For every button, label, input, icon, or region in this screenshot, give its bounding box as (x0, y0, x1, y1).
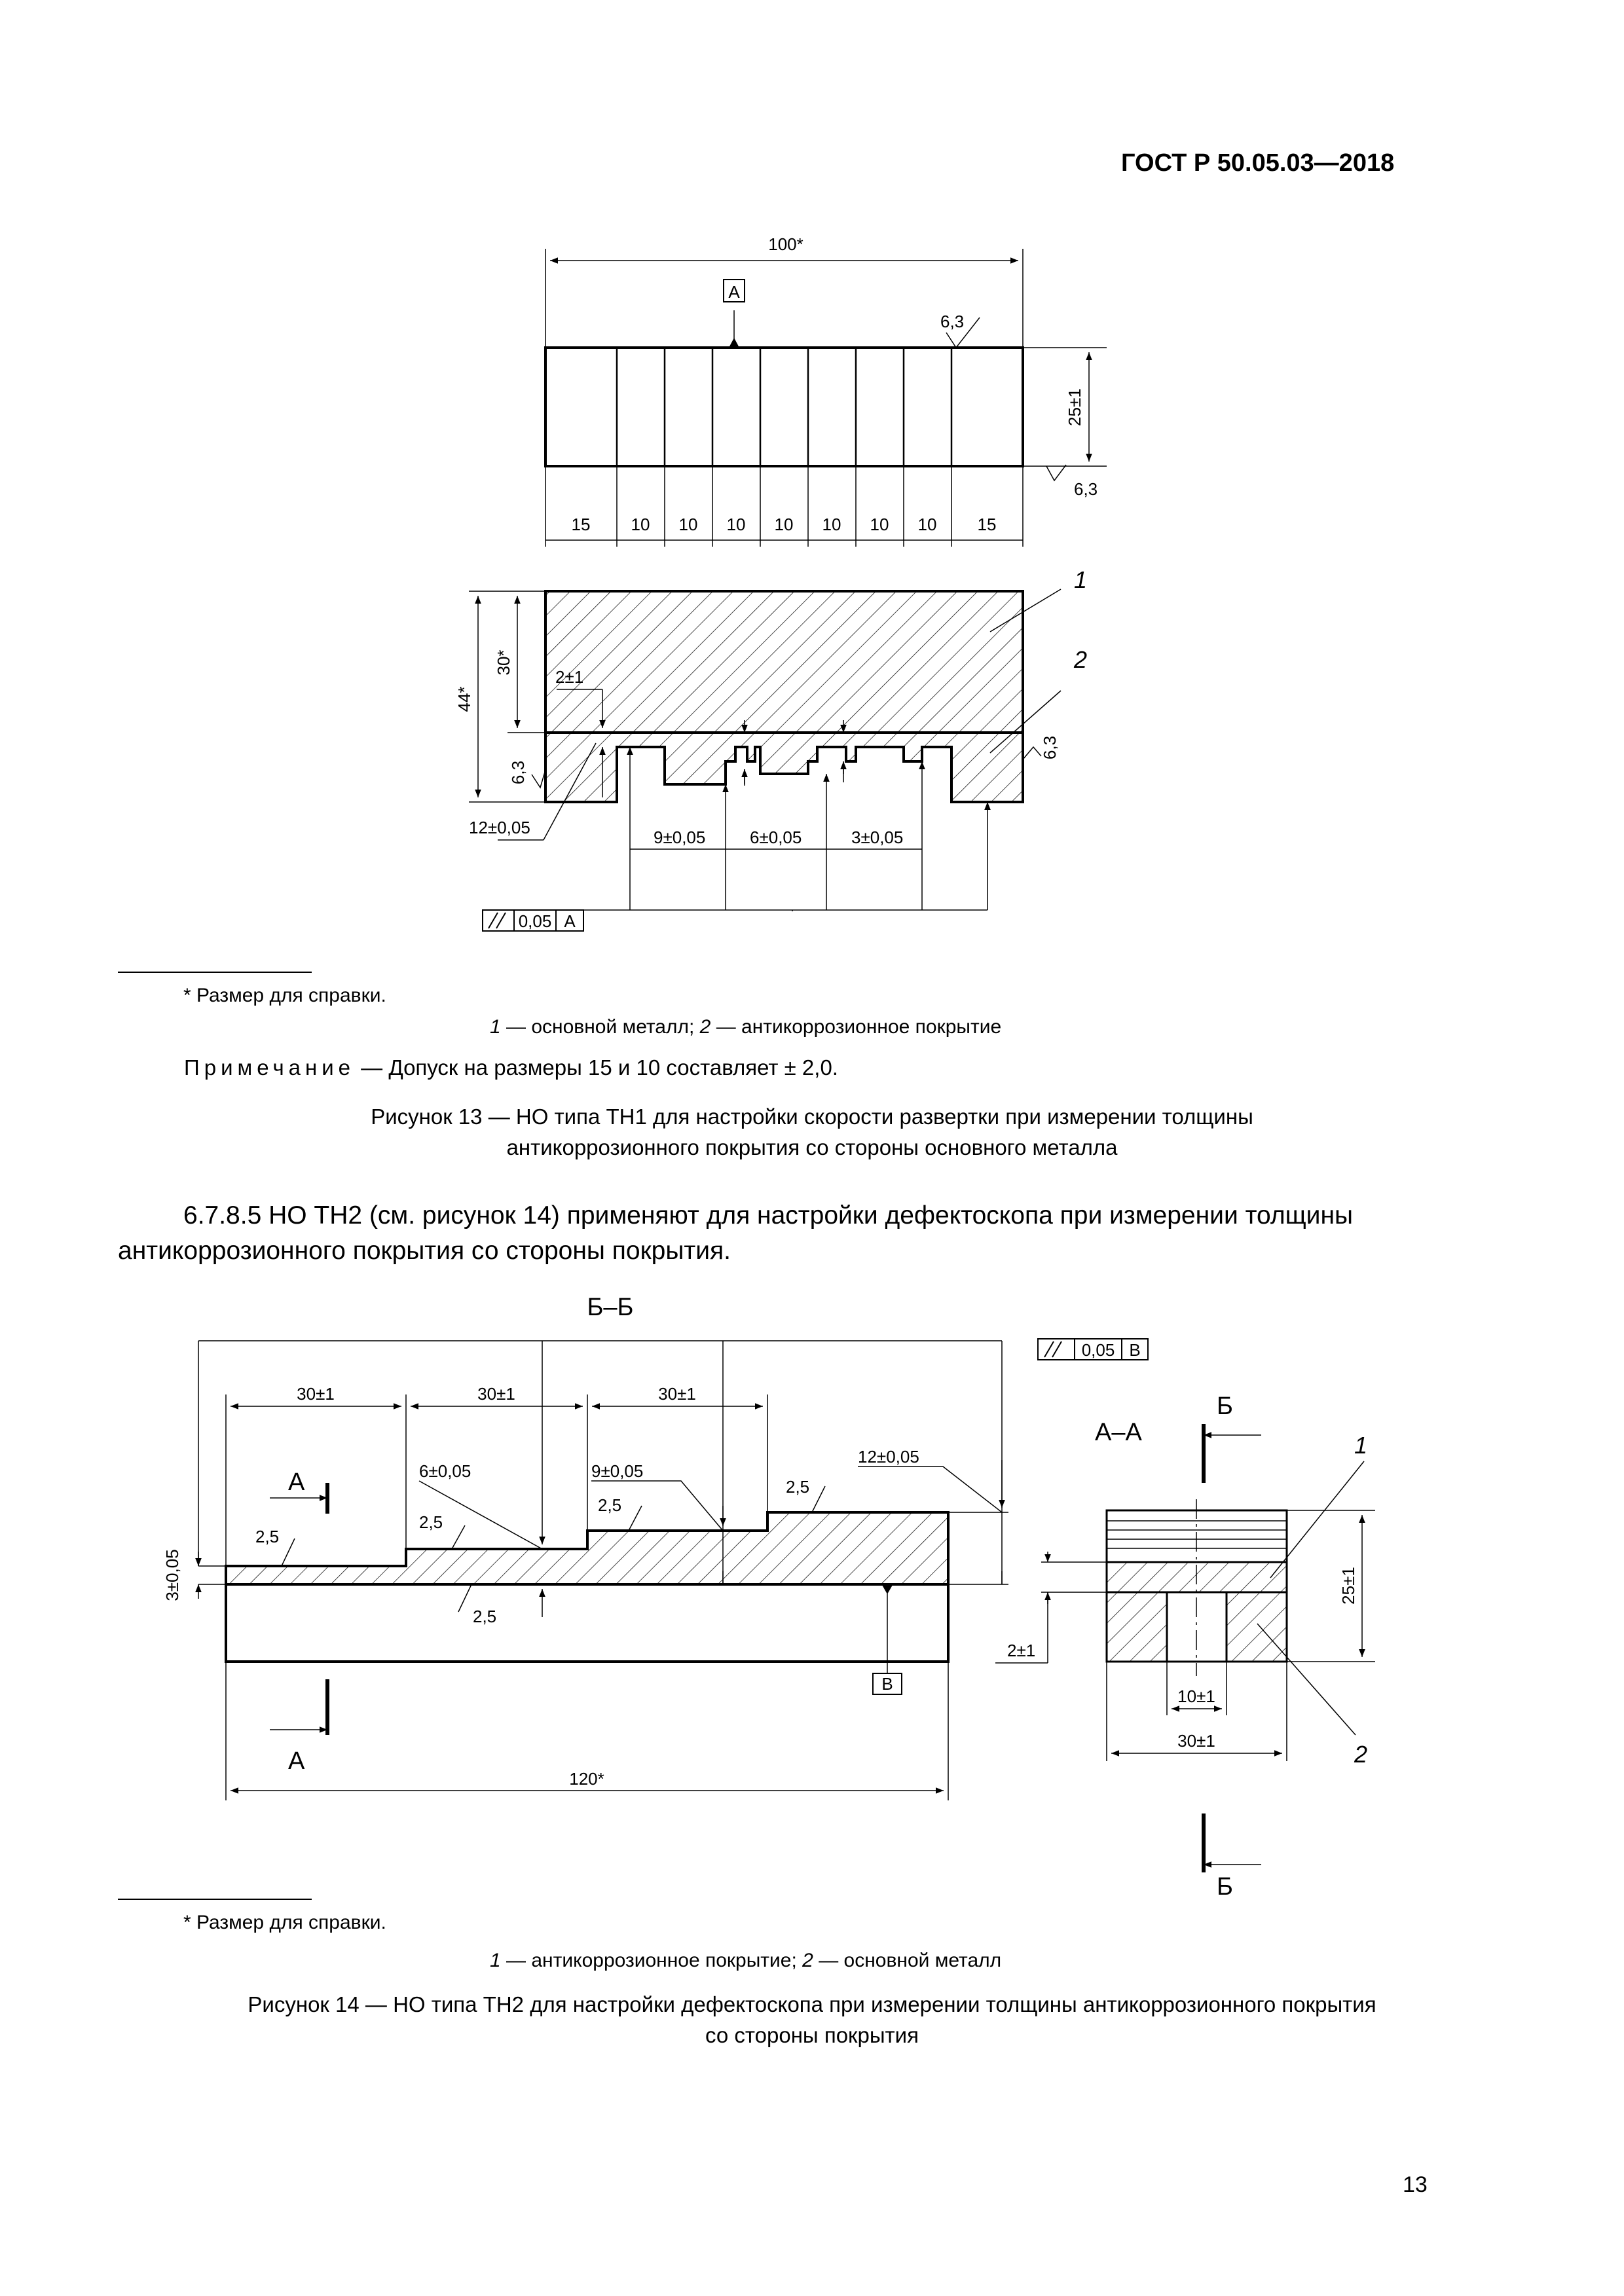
dim-2: 2±1 (555, 667, 584, 687)
footnote-13: * Размер для справки. (183, 985, 386, 1006)
segment-dim: 10 (774, 515, 794, 534)
legend-num: 2 (699, 1016, 711, 1038)
legend-text: — основной металл (813, 1950, 1002, 1971)
section-aa-title: А–А (1095, 1419, 1142, 1446)
footnote-rule (118, 1899, 312, 1900)
dim-25: 25±1 (1338, 1567, 1358, 1605)
roughness: 2,5 (786, 1477, 810, 1497)
dim-30: 30±1 (1177, 1731, 1215, 1751)
legend-num: 1 (490, 1950, 501, 1971)
note-label: Примечание (184, 1055, 356, 1080)
callout-1: 1 (1074, 566, 1088, 593)
dim-10: 10±1 (1177, 1686, 1215, 1706)
segment-dim: 10 (678, 515, 698, 534)
roughness: 2,5 (598, 1495, 622, 1515)
caption-13 (157, 1101, 1467, 1163)
callout-2: 2 (1354, 1741, 1368, 1768)
footnote-14: * Размер для справки. (183, 1912, 386, 1933)
segment-dim: 15 (571, 515, 591, 534)
legend-num: 2 (802, 1950, 813, 1971)
caption-line: Рисунок 14 — НО типа ТН2 для настройки дефектоскопа при измерении толщины антикоррозионного покрытия (248, 1992, 1376, 2016)
segment-dim: 10 (917, 515, 937, 534)
note-text: Допуск на размеры 15 и 10 составляет ± 2,0. (388, 1055, 838, 1080)
segment-dim: 10 (822, 515, 841, 534)
dim-12: 12±0,05 (858, 1447, 919, 1467)
dim-44: 44* (454, 686, 474, 712)
legend-text: — антикоррозионное покрытие; (500, 1950, 803, 1971)
section-base-metal (545, 591, 1023, 733)
section-b-top: Б (1217, 1393, 1233, 1420)
datum-b: В (881, 1674, 893, 1694)
section-coating (545, 733, 1023, 802)
note-dash: — (355, 1055, 389, 1080)
document-id: ГОСТ Р 50.05.03—2018 (1121, 149, 1395, 177)
callout-1: 1 (1354, 1432, 1368, 1459)
caption-14 (118, 1989, 1506, 2050)
dim-30: 30* (494, 649, 513, 676)
roughness: 2,5 (419, 1512, 443, 1532)
dim-120: 120* (569, 1769, 604, 1789)
segment-dim: 15 (977, 515, 997, 534)
dim-12: 12±0,05 (469, 818, 530, 837)
dim-overall-100: 100* (768, 234, 803, 254)
dim-2: 2±1 (1007, 1641, 1036, 1660)
dim-3: 3±0,05 (851, 828, 904, 847)
tolerance-datum: В (1129, 1340, 1141, 1360)
page-number: 13 (1403, 2172, 1428, 2197)
segment-dim: 10 (726, 515, 746, 534)
legend-num: 1 (490, 1016, 501, 1038)
segment-dim: 10 (631, 515, 650, 534)
dim-6: 6±0,05 (419, 1461, 471, 1481)
roughness-top: 6,3 (940, 312, 965, 331)
section-b-bottom: Б (1217, 1873, 1233, 1901)
figure-14-drawing (0, 1277, 1624, 1899)
roughness: 2,5 (255, 1527, 280, 1546)
dim-height-25: 25±1 (1065, 388, 1084, 426)
dim-3: 3±0,05 (162, 1549, 182, 1601)
dim-9: 9±0,05 (591, 1461, 644, 1481)
note-13 (184, 1055, 838, 1080)
segment-dim: 10 (870, 515, 889, 534)
dim-30c: 30±1 (658, 1384, 696, 1404)
section-bb-title: Б–Б (587, 1294, 634, 1321)
roughness-right: 6,3 (1040, 735, 1060, 760)
datum-a-label: А (728, 282, 740, 302)
section-a-bottom: А (288, 1747, 305, 1775)
paragraph-6-7-8-5 (118, 1198, 1526, 1269)
tolerance-datum: А (564, 911, 576, 931)
dim-30b: 30±1 (477, 1384, 515, 1404)
legend-14 (490, 1950, 1001, 1972)
legend-text: — антикоррозионное покрытие (710, 1016, 1002, 1038)
bb-base-metal (226, 1584, 948, 1662)
dim-6: 6±0,05 (750, 828, 802, 847)
footnote-rule (118, 972, 312, 973)
caption-line: Рисунок 13 — НО типа ТН1 для настройки скорости развертки при измерении толщины (371, 1104, 1253, 1129)
dim-9: 9±0,05 (654, 828, 706, 847)
section-a-top: А (288, 1468, 305, 1496)
caption-line: антикоррозионного покрытия со стороны основного металла (506, 1135, 1118, 1159)
dim-30a: 30±1 (297, 1384, 335, 1404)
figure-13-drawing (0, 223, 1624, 975)
tolerance-value: 0,05 (1081, 1340, 1115, 1360)
callout-2: 2 (1074, 646, 1088, 673)
legend-text: — основной металл; (500, 1016, 700, 1038)
legend-13 (490, 1016, 1001, 1038)
paragraph-line: антикоррозионного покрытия со стороны покрытия. (118, 1237, 731, 1265)
roughness: 2,5 (473, 1607, 497, 1626)
roughness-left: 6,3 (508, 760, 528, 785)
roughness-side: 6,3 (1074, 479, 1098, 499)
paragraph-line: 6.7.8.5 НО ТН2 (см. рисунок 14) применяют для настройки дефектоскопа при измерении толщины (183, 1201, 1354, 1230)
tolerance-value: 0,05 (518, 911, 552, 931)
caption-line: со стороны покрытия (705, 2023, 919, 2047)
